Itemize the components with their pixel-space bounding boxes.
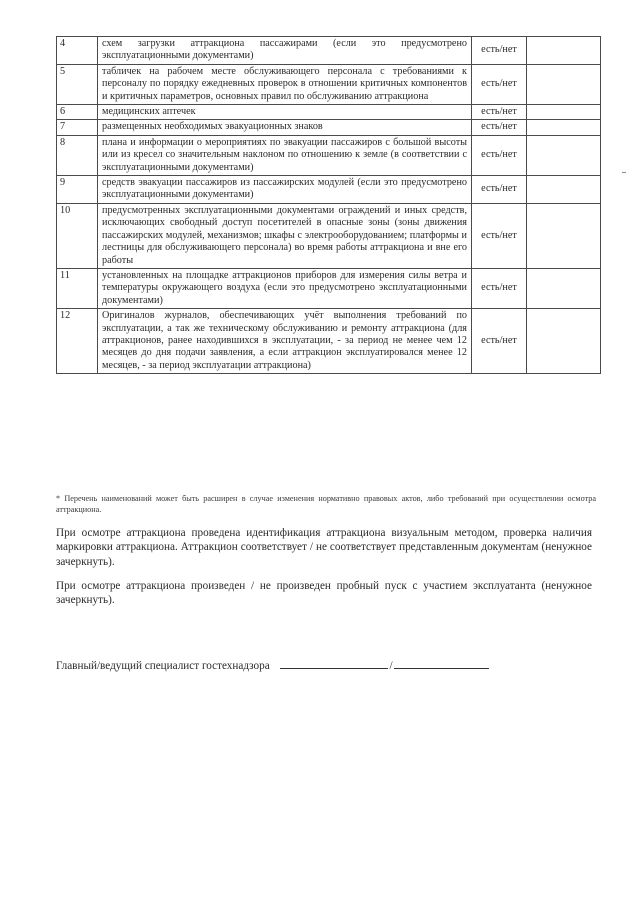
notes-cell[interactable] — [527, 135, 601, 175]
notes-cell[interactable] — [527, 203, 601, 268]
table-row — [57, 268, 601, 308]
status-option[interactable]: есть/нет — [472, 37, 527, 65]
footnote: * Перечень наименований может быть расширен в случае изменения нормативно правовых актов, либо требований при осуществлении осмотра аттракциона. — [56, 494, 596, 514]
row-number: 4 — [57, 37, 98, 65]
status-option[interactable]: есть/нет — [472, 105, 527, 120]
row-number: 5 — [57, 64, 98, 104]
row-number: 8 — [57, 135, 98, 175]
signature-blank[interactable] — [280, 658, 388, 669]
checklist-item-text: предусмотренных эксплуатационными документами ограждений и иных средств, исключающих свободный доступ посетителей в опасные зоны (зоны движения пассажирских модулей, механизмов; шкафы с электрооборудованием; платформы и лестницы для обслуживающего персонала) во время работы аттракциона и вне его работы — [98, 203, 472, 268]
notes-cell[interactable] — [527, 268, 601, 308]
notes-cell[interactable] — [527, 120, 601, 135]
notes-cell[interactable] — [527, 176, 601, 204]
table-row — [57, 37, 601, 65]
status-option[interactable]: есть/нет — [472, 120, 527, 135]
status-option[interactable]: есть/нет — [472, 176, 527, 204]
identification-paragraph: При осмотре аттракциона проведена идентификация аттракциона визуальным методом, проверка наличия маркировки аттракциона. Аттракцион соответствует / не соответствует представленным документам (ненужное зачеркнуть). — [56, 527, 592, 568]
checklist-item-text: средств эвакуации пассажиров из пассажирских модулей (если это предусмотрено эксплуатационными документами) — [98, 176, 472, 204]
signature-label: Главный/ведущий специалист гостехнадзора — [56, 660, 270, 672]
table-row — [57, 64, 601, 104]
row-number: 11 — [57, 268, 98, 308]
status-option[interactable]: есть/нет — [472, 135, 527, 175]
trial-run-paragraph: При осмотре аттракциона произведен / не произведен пробный пуск с участием эксплуатанта (ненужное зачеркнуть). — [56, 580, 592, 607]
status-option[interactable]: есть/нет — [472, 268, 527, 308]
checklist-item-text: установленных на площадке аттракционов приборов для измерения силы ветра и температуры окружающего воздуха (если это предусмотрено эксплуатационными документами) — [98, 268, 472, 308]
checklist-item-text: медицинских аптечек — [98, 105, 472, 120]
checklist-item-text: плана и информации о мероприятиях по эвакуации пассажиров с большой высоты или из кресел со значительным наклоном по отношению к земле (в соответствии с эксплуатационными документами) — [98, 135, 472, 175]
checklist-item-text: схем загрузки аттракциона пассажирами (если это предусмотрено эксплуатационными документами) — [98, 37, 472, 65]
table-row — [57, 120, 601, 135]
table-row — [57, 105, 601, 120]
scan-mark — [622, 172, 626, 173]
notes-cell[interactable] — [527, 37, 601, 65]
name-blank[interactable] — [394, 658, 489, 669]
notes-cell[interactable] — [527, 105, 601, 120]
row-number: 10 — [57, 203, 98, 268]
inspection-checklist-table — [56, 36, 601, 374]
signature-line — [56, 658, 596, 673]
row-number: 6 — [57, 105, 98, 120]
status-option[interactable]: есть/нет — [472, 309, 527, 374]
notes-cell[interactable] — [527, 309, 601, 374]
notes-cell[interactable] — [527, 64, 601, 104]
table-row — [57, 135, 601, 175]
row-number: 9 — [57, 176, 98, 204]
checklist-item-text: табличек на рабочем месте обслуживающего персонала с требованиями к персоналу по порядку ежедневных проверок в отношении критичных компонентов и критичных параметров, основных правил по обслуживанию аттракциона — [98, 64, 472, 104]
signature-separator: / — [389, 660, 393, 672]
checklist-item-text: Оригиналов журналов, обеспечивающих учёт выполнения требований по эксплуатации, а так же техническому обслуживанию и ремонту аттракциона (для аттракционов, ранее находившихся в эксплуатации, - за период не менее чем 12 месяцев до дня подачи заявления, а если аттракцион эксплуатировался менее 12 месяцев, - за период эксплуатации аттракциона) — [98, 309, 472, 374]
status-option[interactable]: есть/нет — [472, 64, 527, 104]
table-row — [57, 309, 601, 374]
row-number: 7 — [57, 120, 98, 135]
row-number: 12 — [57, 309, 98, 374]
table-row — [57, 203, 601, 268]
status-option[interactable]: есть/нет — [472, 203, 527, 268]
table-row — [57, 176, 601, 204]
checklist-item-text: размещенных необходимых эвакуационных знаков — [98, 120, 472, 135]
